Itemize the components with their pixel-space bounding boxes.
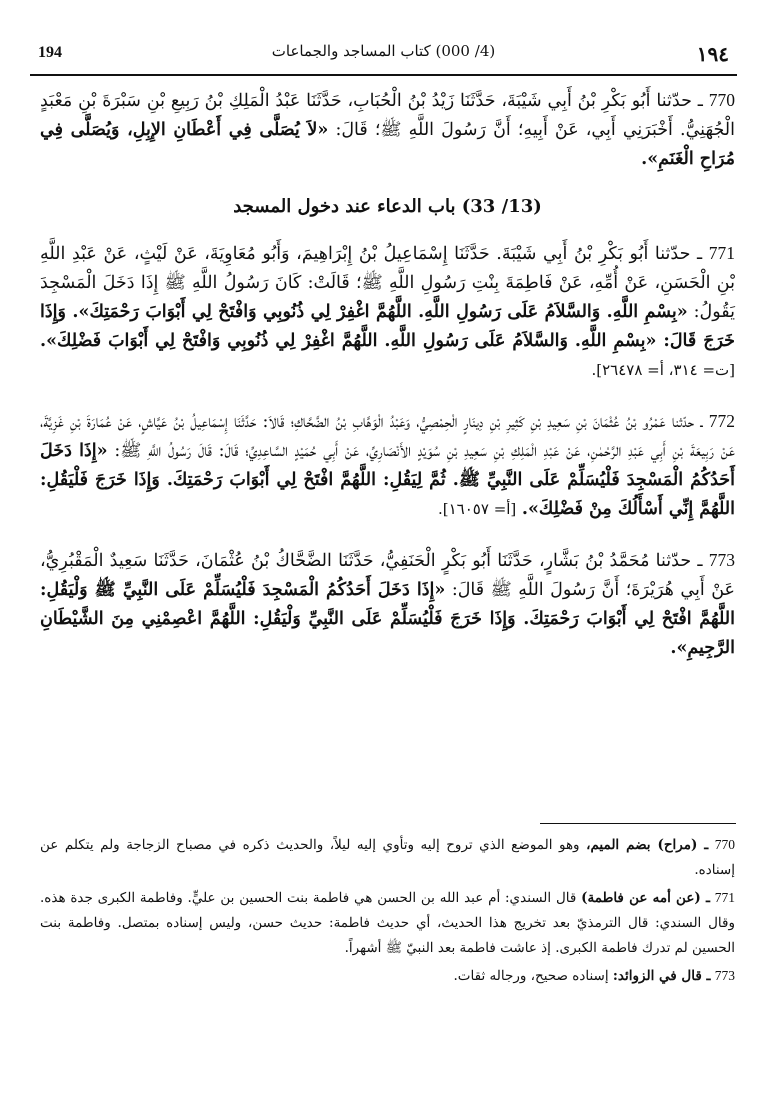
hadith-number: 770	[708, 90, 735, 110]
footnotes	[40, 832, 735, 991]
hadith-matn: «لاَ يُصَلَّى فِي أَعْطَانِ الإِبِلِ، وَيُصَلَّى فِي مُرَاحِ الْغَنَمِ».	[40, 120, 735, 169]
hadith-matn: «إِذَا دَخَلَ أَحَدُكُمُ الْمَسْجِدَ فَلْيُسَلِّمْ عَلَى النَّبِيِّ ﷺ وَلْيَقُلِ: اللَّهُمَّ افْتَحْ لِي أَبْوَابَ رَحْمَتِكَ. وَإِذَا خَرَجَ فَلْيُسَلِّمْ عَلَى النَّبِيِّ وَلْيَقُلِ: اللَّهُمَّ اعْصِمْنِي مِنَ الشَّيْطَانِ الرَّجِيمِ».	[40, 580, 735, 658]
hadith-number: 773	[708, 550, 735, 570]
footnote-lead: ـ (عن أمه عن فاطمة)	[581, 890, 710, 906]
hadith-reference: [ت= ٣١٤، أ= ٢٦٤٧٨].	[591, 361, 735, 379]
hadith-isnad: ـ حدّثنا أَبُو بَكْرِ بْنُ أَبِي شَيْبَةَ، حَدَّثَنَا زَيْدُ بْنُ الْحُبَابِ، حَدَّثَنَا عَبْدُ الْمَلِكِ بْنُ رَبِيعِ بْنِ سَبْرَةَ بْنِ مَعْبَدٍ الْجُهَنِيُّ. أَخْبَرَنِي أَبِي، عَنْ أَبِيهِ؛ أَنَّ رَسُولَ اللَّهِ ﷺ؛ قَالَ:	[40, 91, 735, 140]
page-number-arabic: ١٩٤	[696, 42, 729, 66]
running-title: (4/ 000) كتاب المساجد والجماعات	[271, 42, 496, 60]
hadith-isnad: ـ حدّثنا عَمْرُو بْنُ عُثْمَانَ بْنِ سَعِيدِ بْنِ كَثِيرِ بْنِ دِينَارٍ الْحِمْصِيُّ، وَعَبْدُ الْوَهَّابِ بْنُ الضَّحَّاكِ؛ قَالاَ: حَدَّثَنَا إِسْمَاعِيلُ بْنُ عَيَّاشٍ، عَنْ عُمَارَةَ بْنِ غَزِيَّةَ، عَنْ رَبِيعَةَ بْنِ أَبِي عَبْدِ الرَّحْمٰنِ، عَنْ عَبْدِ الْمَلِكِ بْنِ سَعِيدِ بْنِ سُوَيْدٍ الأَنْصَارِيِّ، عَنْ أَبِي حُمَيْدٍ السَّاعِدِيِّ؛ قَالَ: قَالَ رَسُولُ اللَّهِ ﷺ:	[40, 412, 735, 461]
hadith-773	[40, 546, 735, 663]
footnote-773	[40, 963, 735, 989]
header-rule	[30, 74, 737, 76]
main-text	[40, 86, 735, 685]
footnote-rule	[540, 823, 736, 824]
hadith-matn: «بِسْمِ اللَّهِ. وَالسَّلاَمُ عَلَى رَسُولِ اللَّهِ. اللَّهُمَّ اغْفِرْ لِي ذُنُوبِي وَافْتَحْ لِي أَبْوَابَ رَحْمَتِكَ». وَإِذَا خَرَجَ قَالَ: «بِسْمِ اللَّهِ. وَالسَّلاَمُ عَلَى رَسُولِ اللَّهِ. اللَّهُمَّ اغْفِرْ لِي ذُنُوبِي وَافْتَحْ لِي أَبْوَابَ فَضْلِكَ».	[40, 302, 735, 351]
footnote-number: 771	[714, 890, 735, 905]
footnote-text: وهو الموضع الذي تروح إليه وتأوي إليه ليلاً، والحديث ذكره في مصباح الزجاجة ولم يتكلم عن إسناده.	[40, 837, 735, 878]
footnote-number: 773	[714, 968, 735, 983]
hadith-number: 772	[708, 411, 735, 431]
footnote-number: 770	[714, 837, 736, 852]
hadith-isnad: ـ حدّثنا مُحَمَّدُ بْنُ بَشَّارٍ، حَدَّثَنَا أَبُو بَكْرٍ الْحَنَفِيُّ، حَدَّثَنَا الضَّحَّاكُ بْنُ عُثْمَانَ، حَدَّثَنَا سَعِيدٌ الْمَقْبُرِيُّ، عَنْ أَبِي هُرَيْرَةَ؛ أَنَّ رَسُولَ اللَّهِ ﷺ قَالَ:	[40, 551, 735, 600]
footnote-lead: ـ قال في الزوائد:	[612, 968, 711, 984]
hadith-772	[40, 407, 735, 524]
hadith-isnad: ـ حدّثنا أَبُو بَكْرِ بْنُ أَبِي شَيْبَةَ. حَدَّثَنَا إِسْمَاعِيلُ بْنُ إِبْرَاهِيمَ، وَأَبُو مُعَاوِيَةَ، عَنْ لَيْثٍ، عَنْ عَبْدِ اللَّهِ بْنِ الْحَسَنِ، عَنْ أُمِّهِ، عَنْ فَاطِمَةَ بِنْتِ رَسُولِ اللَّهِ ﷺ؛ قَالَتْ: كَانَ رَسُولُ اللَّهِ ﷺ إِذَا دَخَلَ الْمَسْجِدَ يَقُولُ:	[40, 244, 735, 322]
page-header	[30, 40, 737, 74]
footnote-text: قال السندي: أم عبد الله بن الحسن هي فاطمة بنت الحسين بن عليٍّ. وفاطمة الكبرى جدة هذه. وقال السندي: قال الترمذيّ بعد تخريج هذا الحديث، أي حديث فاطمة: حديث حسن، وليس إسناده بمتصل. وفاطمة بنت الحسين لم تدرك فاطمة الكبرى. إذ عاشت فاطمة بعد النبيّ ﷺ أشهراً.	[40, 890, 735, 956]
footnote-text: إسناده صحيح، ورجاله ثقات.	[453, 968, 609, 984]
hadith-770	[40, 86, 735, 174]
hadith-number: 771	[708, 243, 735, 263]
footnote-771	[40, 885, 735, 961]
footnote-lead: ـ (مراح) بضم الميم،	[586, 837, 709, 853]
hadith-reference: [أ= ١٦٠٥٧].	[438, 500, 517, 518]
footnote-770	[40, 832, 735, 883]
chapter-heading: (13/ 33) باب الدعاء عند دخول المسجد	[233, 196, 542, 217]
page-number-latin: 194	[38, 44, 62, 61]
hadith-matn: «إِذَا دَخَلَ أَحَدُكُمُ الْمَسْجِدَ فَلْيُسَلِّمْ عَلَى النَّبِيِّ ﷺ. ثُمَّ لِيَقُلِ: اللَّهُمَّ افْتَحْ لِي أَبْوَابَ رَحْمَتِكَ. وَإِذَا خَرَجَ فَلْيَقُلِ: اللَّهُمَّ إِنِّي أَسْأَلُكَ مِنْ فَضْلِكَ».	[40, 441, 735, 519]
hadith-771	[40, 239, 735, 385]
